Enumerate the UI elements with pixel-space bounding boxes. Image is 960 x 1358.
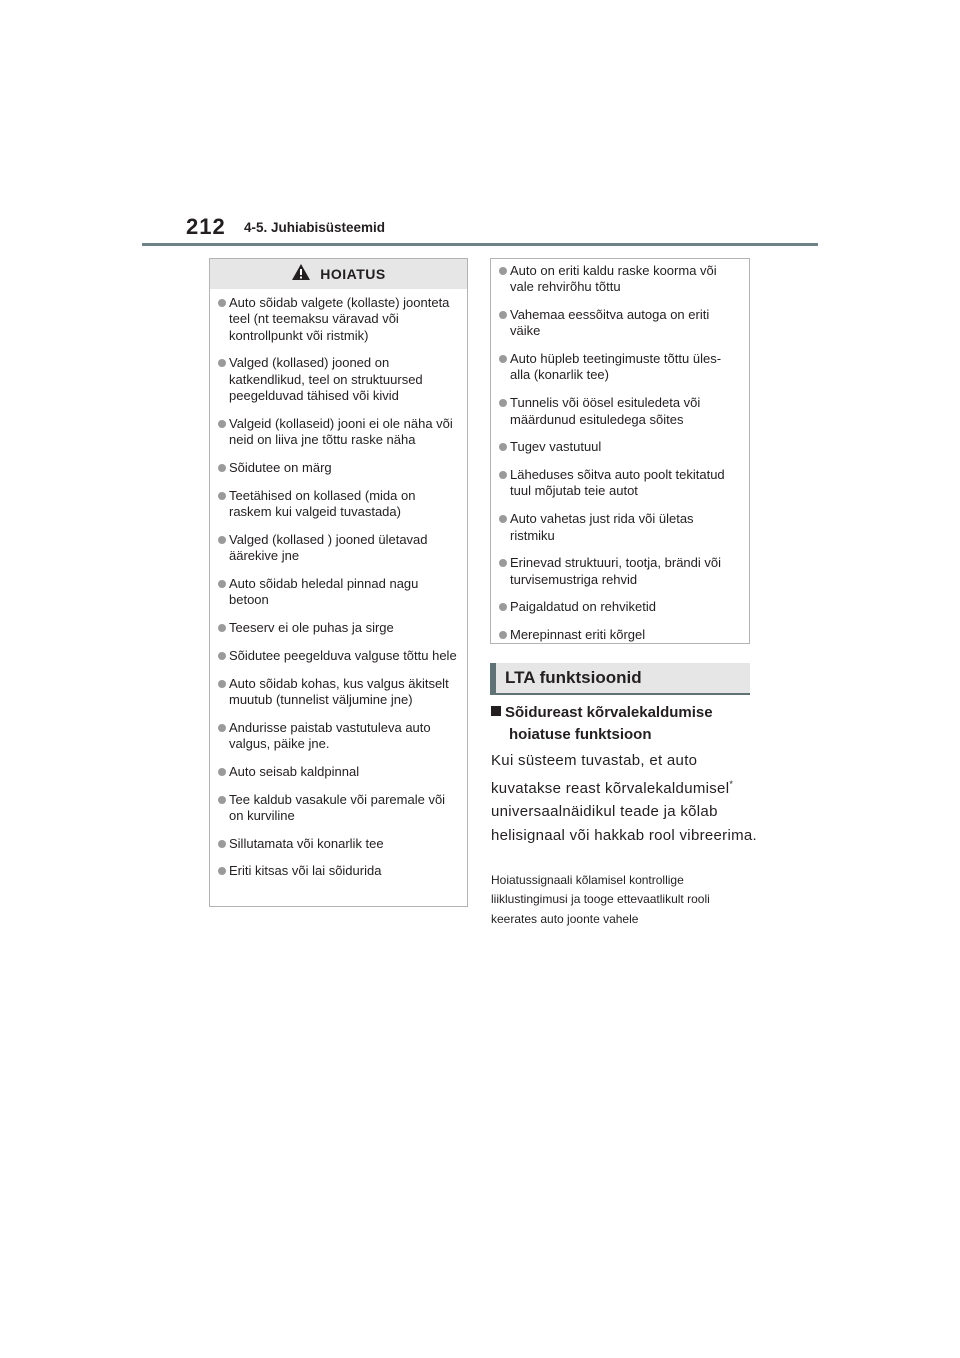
warning-list-item [499, 511, 741, 544]
bullet-dot-icon [499, 631, 507, 639]
warning-list-item [218, 863, 459, 879]
warning-list-item [499, 351, 741, 384]
bullet-dot-icon [218, 536, 226, 544]
lta-body-text [491, 749, 761, 847]
warning-item-text: Sõidutee peegelduva valguse tõttu hele [229, 647, 457, 663]
warning-header [210, 259, 467, 289]
warning-list-item [218, 532, 459, 565]
warning-item-text: Auto vahetas just rida või ületas ristmiku [510, 511, 694, 543]
warning-item-text: Tugev vastutuul [510, 439, 602, 455]
bullet-dot-icon [499, 515, 507, 523]
footnote-asterisk: * [729, 778, 734, 789]
bullet-dot-icon [218, 299, 226, 307]
square-bullet-icon [491, 706, 501, 716]
warning-list-item [218, 355, 459, 404]
bullet-dot-icon [499, 399, 507, 407]
page-number: 212 [186, 214, 226, 239]
warning-list-item [499, 439, 741, 455]
warning-item-text: Eriti kitsas või lai sõidurida [229, 863, 382, 879]
bullet-dot-icon [218, 768, 226, 776]
warning-item-text: Auto sõidab valgete (kollaste) joonteta teel (nt teemaksu väravad või kontrollpunkt või ristmik) [229, 295, 450, 343]
bullet-dot-icon [218, 867, 226, 875]
warning-item-text: Merepinnast eriti kõrgel [510, 627, 646, 643]
section-title: 4-5. Juhiabisüsteemid [244, 220, 386, 235]
warning-list-item [218, 295, 459, 344]
warning-list-item [499, 307, 741, 340]
warning-list-item [218, 720, 459, 753]
bullet-dot-icon [218, 624, 226, 632]
warning-list-item [218, 792, 459, 825]
warning-item-text: Sillutamata või konarlik tee [229, 835, 384, 851]
warning-triangle-icon [291, 263, 311, 286]
warning-item-text: Teeserv ei ole puhas ja sirge [229, 619, 394, 635]
bullet-dot-icon [499, 443, 507, 451]
warning-list-item [218, 620, 459, 636]
bullet-dot-icon [218, 840, 226, 848]
lta-subheading-line2: hoiatuse funktsioon [509, 726, 652, 743]
lta-subheading [491, 702, 753, 746]
warning-item-text: Andurisse paistab vastutuleva auto valgus, päike jne. [229, 719, 431, 751]
warning-item-text: Paigaldatud on rehviketid [510, 599, 656, 615]
warning-list-item [499, 627, 741, 643]
warning-box [209, 258, 468, 907]
lta-heading-text: LTA funktsioonid [505, 668, 642, 687]
lta-heading [490, 663, 750, 695]
warning-title: HOIATUS [320, 266, 386, 282]
warning-list-item [218, 488, 459, 521]
warning-item-text: Auto seisab kaldpinnal [229, 763, 360, 779]
warning-list-item [499, 395, 741, 428]
bullet-dot-icon [218, 796, 226, 804]
warning-list-item [499, 555, 741, 588]
bullet-dot-icon [499, 311, 507, 319]
lta-subheading-line1: Sõidureast kõrvalekaldumise [505, 704, 713, 721]
warning-list-item [218, 460, 459, 476]
warning-item-text: Tunnelis või öösel esituledeta või määrdunud esituledega sõites [510, 395, 701, 427]
bullet-dot-icon [218, 652, 226, 660]
bullet-dot-icon [218, 420, 226, 428]
warning-list-item [218, 416, 459, 449]
warning-list-item [218, 836, 459, 852]
warning-item-text: Valged (kollased) jooned on katkendlikud, teel on struktuursed peegelduvad tähised või kivid [229, 355, 423, 403]
warning-item-text: Auto sõidab kohas, kus valgus äkitselt muutub (tunnelist väljumine jne) [229, 675, 449, 707]
warning-list-item [218, 576, 459, 609]
bullet-dot-icon [218, 492, 226, 500]
warning-continued-box [490, 258, 750, 644]
warning-list-item [218, 648, 459, 664]
warning-item-text: Valgeid (kollaseid) jooni ei ole näha või neid on liiva jne tõttu raske näha [229, 415, 453, 448]
bullet-dot-icon [218, 359, 226, 367]
warning-list-item [218, 764, 459, 780]
lta-note-text: Hoiatussignaali kõlamisel kontrollige liiklustingimusi ja tooge ettevaatlikult rooli keerates auto joonte vahele [491, 873, 710, 926]
warning-item-text: Auto hüpleb teetingimuste tõttu üles-alla (konarlik tee) [510, 351, 722, 383]
bullet-dot-icon [499, 355, 507, 363]
bullet-dot-icon [218, 580, 226, 588]
warning-item-text: Auto on eriti kaldu raske koorma või vale rehvirõhu tõttu [510, 263, 717, 295]
bullet-dot-icon [499, 603, 507, 611]
warning-list-item [499, 599, 741, 615]
bullet-dot-icon [218, 464, 226, 472]
warning-list-item [218, 676, 459, 709]
warning-item-text: Sõidutee on märg [229, 459, 332, 475]
bullet-dot-icon [218, 680, 226, 688]
warning-item-text: Auto sõidab heledal pinnad nagu betoon [229, 575, 419, 608]
lta-body-part2: universaalnäidikul teade ja kõlab helisignaal või hakkab rool vibreerima. [491, 803, 757, 844]
bullet-dot-icon [218, 724, 226, 732]
warning-item-text: Tee kaldub vasakule või paremale või on kurviline [229, 791, 446, 823]
warning-item-text: Valged (kollased ) jooned ületavad äärekive jne [229, 531, 428, 564]
warning-list [210, 289, 467, 880]
bullet-dot-icon [499, 267, 507, 275]
lta-body-part1: Kui süsteem tuvastab, et auto kuvatakse reast kõrvalekaldumisel [491, 752, 730, 797]
bullet-dot-icon [499, 559, 507, 567]
warning-item-text: Teetähised on kollased (mida on raskem kui valgeid tuvastada) [229, 487, 416, 519]
header-rule [142, 243, 818, 246]
warning-item-text: Vahemaa eessõitva autoga on eriti väike [510, 307, 710, 339]
warning-item-text: Läheduses sõitva auto poolt tekitatud tuul mõjutab teie autot [510, 467, 725, 499]
warning-item-text: Erinevad struktuuri, tootja, brändi või turvisemustriga rehvid [510, 555, 721, 587]
bullet-dot-icon [499, 471, 507, 479]
warning-list-item [499, 263, 741, 296]
warning-list-item [499, 467, 741, 500]
